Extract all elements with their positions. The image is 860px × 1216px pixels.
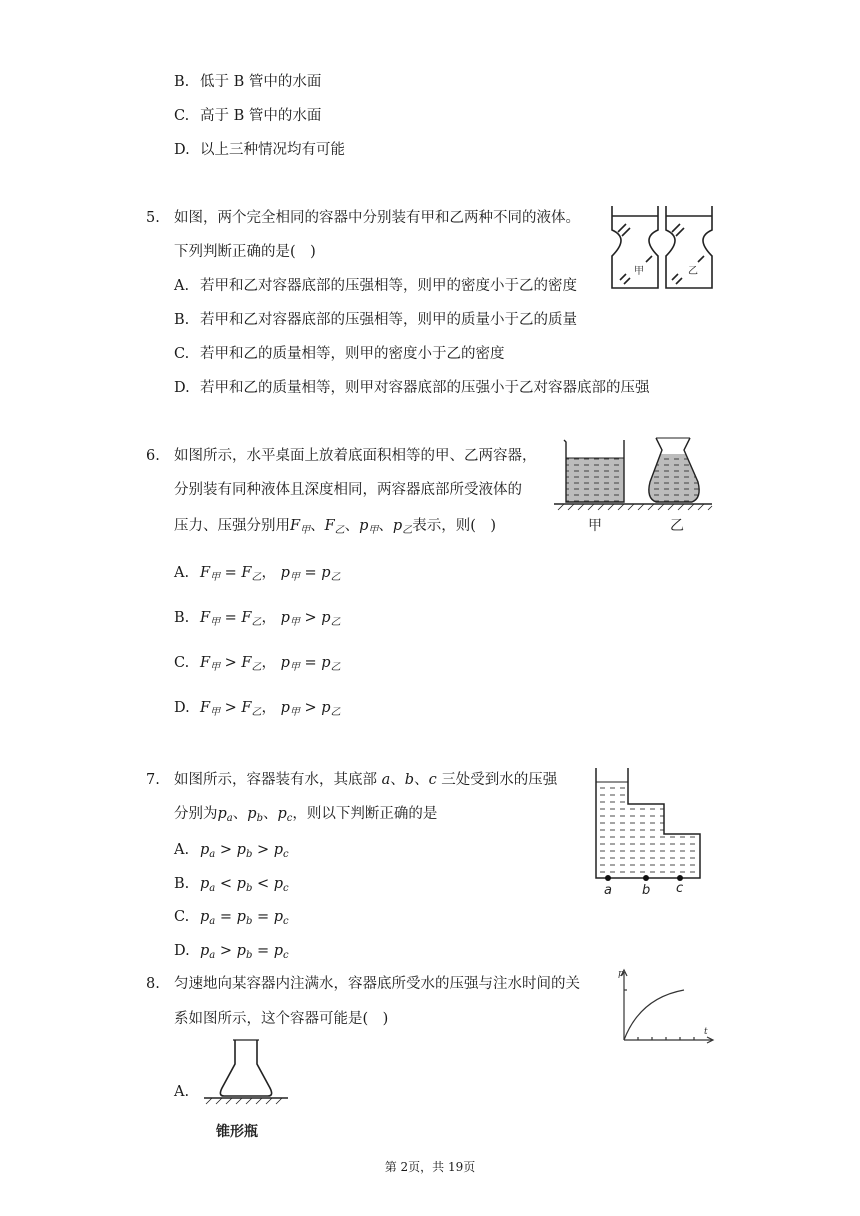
q4-option-c-text: 高于 B 管中的水面 — [200, 108, 322, 124]
q5-option-b-text: 若甲和乙对容器底部的压强相等，则甲的质量小于乙的质量 — [200, 312, 577, 328]
q4-option-b-label: B. — [174, 74, 190, 90]
q7-stem-line2: 分别为$p_a$、$p_b$、$p_c$，则以下判断正确的是 — [174, 806, 438, 824]
q6-stem-line2: 分别装有同种液体且深度相同，两容器底部所受液体的 — [174, 482, 522, 498]
q5-option-b-label: B. — [174, 312, 190, 328]
q7-option-d-label: D. — [174, 943, 190, 959]
q8-number: 8. — [146, 976, 160, 992]
page-footer: 第 2页，共 19页 — [384, 1160, 476, 1174]
q5-option-c-text: 若甲和乙的质量相等，则甲的密度小于乙的密度 — [200, 346, 505, 362]
q7-fig-label-a: a — [604, 883, 612, 898]
q7-option-c-formula: $p_a = p_b = p_c$ — [200, 909, 289, 927]
q6-stem-line3-post: 表示，则( ) — [412, 518, 497, 534]
q5-option-d-label: D. — [174, 380, 190, 396]
q6-option-a-formula: $F_甲 = F_乙$， $p_甲 = p_乙$ — [200, 565, 341, 583]
q5-option-a-text: 若甲和乙对容器底部的压强相等，则甲的密度小于乙的密度 — [200, 278, 577, 294]
q6-option-c-label: C. — [174, 655, 190, 671]
q7-stem-line1-pre: 如图所示，容器装有水，其底部 — [174, 772, 377, 788]
q4-option-d-text: 以上三种情况均有可能 — [200, 142, 345, 158]
q6-option-d-formula: $F_甲 > F_乙$， $p_甲 > p_乙$ — [200, 700, 341, 718]
q8-option-a-label: A. — [174, 1084, 190, 1100]
q8-graph-y-label: p — [618, 969, 624, 979]
q7-fig-label-c: c — [676, 881, 684, 896]
q8-option-a-caption: 锥形瓶 — [216, 1124, 258, 1140]
q5-fig-label-jia: 甲 — [634, 266, 644, 277]
q7-stem-line2-pre: 分别为 — [174, 806, 218, 822]
q4-option-b-text: 低于 B 管中的水面 — [200, 74, 322, 90]
q6-stem-line1: 如图所示，水平桌面上放着底面积相等的甲、乙两容器， — [174, 448, 537, 464]
q6-number: 6. — [146, 448, 160, 464]
q5-two-containers-figure — [606, 202, 722, 296]
q7-option-d-formula: $p_a > p_b = p_c$ — [200, 943, 289, 961]
q6-stem-line3: 压力、压强分别用$F_甲$、$F_乙$、$p_甲$、$p_乙$表示，则( ) — [174, 518, 497, 536]
q6-option-d-label: D. — [174, 700, 190, 716]
q6-fig-label-yi: 乙 — [670, 518, 684, 534]
q7-fig-label-b: b — [642, 883, 651, 898]
q5-fig-label-yi: 乙 — [688, 266, 698, 277]
q7-option-b-label: B. — [174, 876, 190, 892]
q7-option-a-label: A. — [174, 842, 190, 858]
q8-pressure-time-graph — [612, 964, 718, 1048]
q5-stem-line1: 如图，两个完全相同的容器中分别装有甲和乙两种不同的液体。 — [174, 210, 580, 226]
q6-option-b-label: B. — [174, 610, 190, 626]
q7-number: 7. — [146, 772, 160, 788]
q4-option-c-label: C. — [174, 108, 190, 124]
q7-option-c-label: C. — [174, 909, 190, 925]
q5-option-d-text: 若甲和乙的质量相等，则甲对容器底部的压强小于乙对容器底部的压强 — [200, 380, 650, 396]
q8-option-a-conical-flask-figure — [200, 1036, 292, 1148]
q7-stem-line1: 如图所示，容器装有水，其底部 a、b、c 三处受到水的压强 — [174, 772, 558, 788]
q5-option-a-label: A. — [174, 278, 190, 294]
q7-stem-line2-post: ，则以下判断正确的是 — [292, 806, 438, 822]
q6-stem-line3-pre: 压力、压强分别用 — [174, 518, 290, 534]
q7-option-b-formula: $p_a < p_b < p_c$ — [200, 876, 289, 894]
q5-stem-line2: 下列判断正确的是( ) — [174, 244, 316, 260]
q8-stem-line1: 匀速地向某容器内注满水，容器底所受水的压强与注水时间的关 — [174, 976, 580, 992]
q6-option-c-formula: $F_甲 > F_乙$， $p_甲 = p_乙$ — [200, 655, 341, 673]
q8-stem-line2: 系如图所示，这个容器可能是( ) — [174, 1011, 389, 1027]
q4-option-d-label: D. — [174, 142, 190, 158]
q6-containers-figure — [552, 432, 716, 538]
q7-option-a-formula: $p_a > p_b > p_c$ — [200, 842, 289, 860]
q6-option-a-label: A. — [174, 565, 190, 581]
q7-stem-line1-post: 三处受到水的压强 — [441, 772, 558, 788]
q5-number: 5. — [146, 210, 160, 226]
q8-graph-x-label: t — [704, 1027, 708, 1037]
q5-option-c-label: C. — [174, 346, 190, 362]
q6-fig-label-jia: 甲 — [588, 518, 602, 534]
q7-stepped-container-figure — [588, 764, 710, 900]
q6-option-b-formula: $F_甲 = F_乙$， $p_甲 > p_乙$ — [200, 610, 341, 628]
